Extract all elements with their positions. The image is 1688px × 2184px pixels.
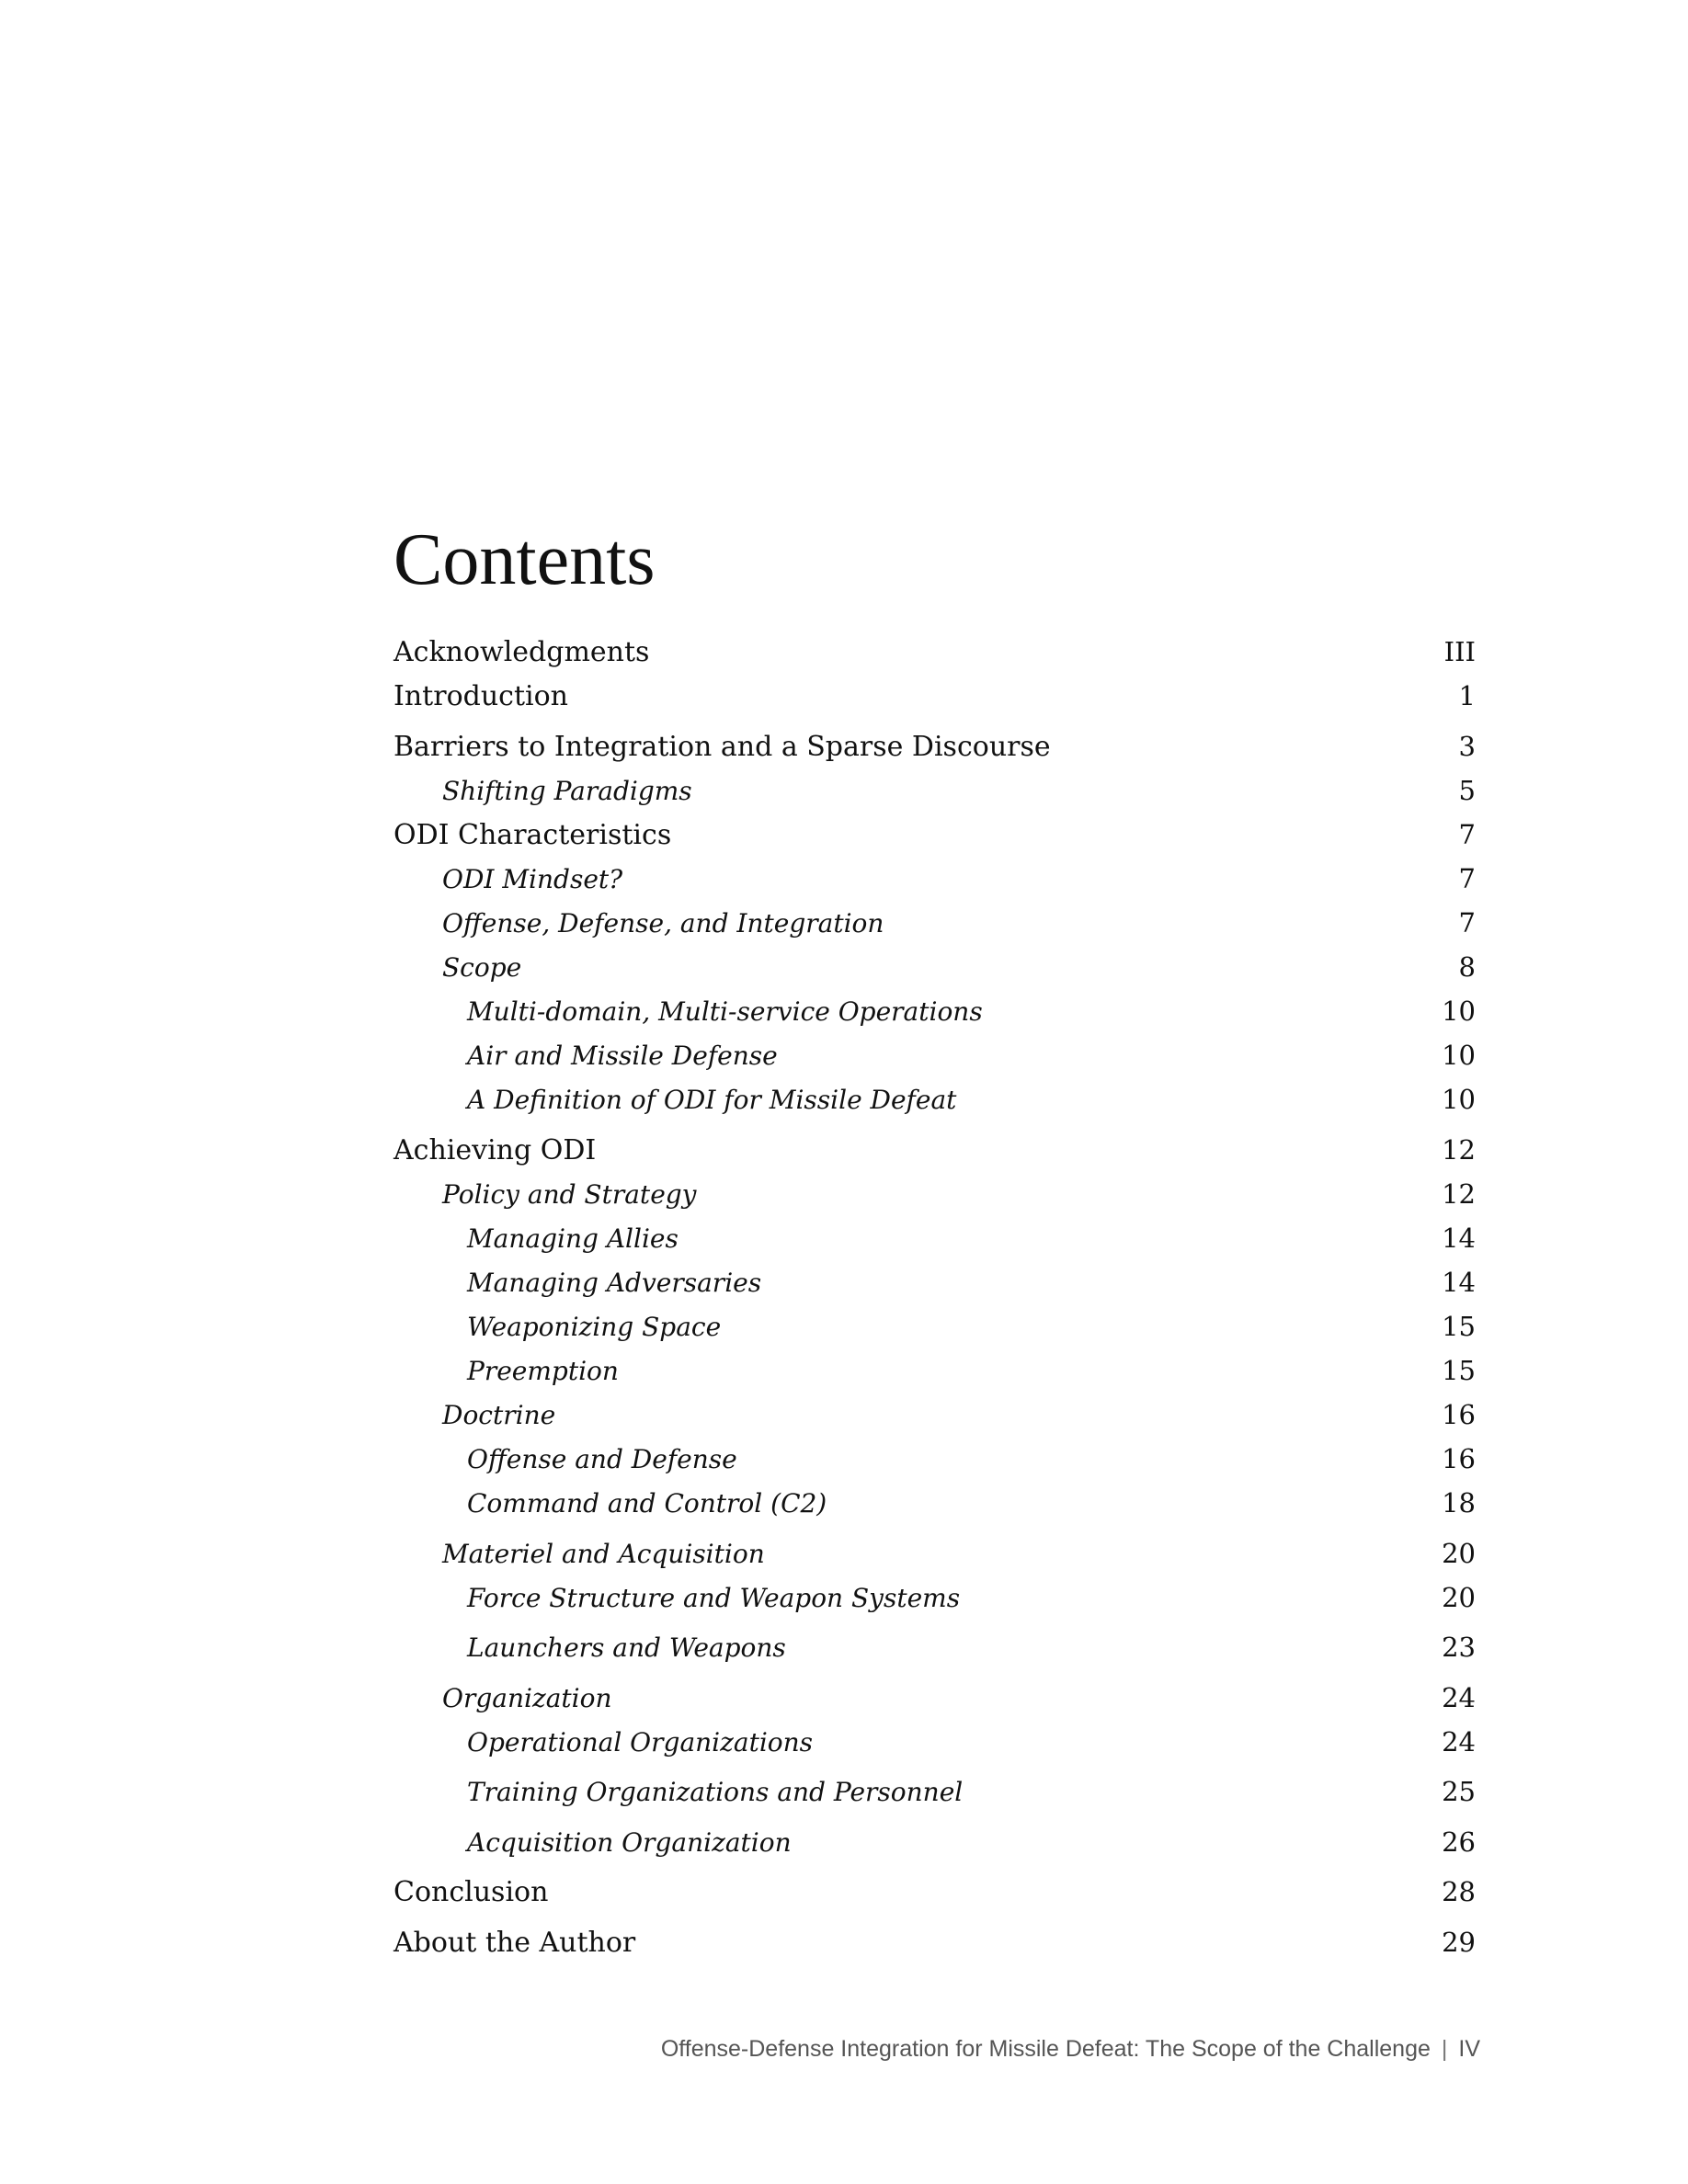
toc-entry-label: About the Author — [393, 1927, 636, 1959]
toc-entry[interactable] — [467, 1267, 1476, 1309]
footer-separator: | — [1441, 2036, 1448, 2062]
toc-entry[interactable] — [467, 995, 1476, 1038]
toc-entry-label: Force Structure and Weapon Systems — [467, 1583, 961, 1613]
toc-entry[interactable] — [393, 680, 1476, 722]
toc-entry-page: 10 — [1442, 1040, 1476, 1071]
toc-entry-page: 3 — [1458, 731, 1476, 762]
toc-entry-page: 28 — [1442, 1876, 1476, 1907]
toc-entry[interactable] — [442, 1399, 1476, 1441]
toc-entry-label: Offense and Defense — [467, 1444, 737, 1474]
toc-entry[interactable] — [393, 636, 1476, 678]
toc-entry-label: Barriers to Integration and a Sparse Discourse — [393, 731, 1051, 763]
toc-entry-page: 14 — [1442, 1223, 1476, 1254]
toc-entry[interactable] — [442, 951, 1476, 994]
toc-entry[interactable] — [467, 1632, 1476, 1674]
toc-entry-label: Scope — [442, 952, 522, 983]
toc-entry-label: A Definition of ODI for Missile Defeat — [467, 1085, 957, 1115]
toc-entry-label: Organization — [442, 1683, 612, 1713]
toc-entry-label: Preemption — [467, 1356, 619, 1386]
toc-entry[interactable] — [442, 907, 1476, 950]
running-title: Offense-Defense Integration for Missile Defeat: The Scope of the Challenge — [660, 2036, 1431, 2062]
toc-entry[interactable] — [467, 1776, 1476, 1818]
toc-entry-page: 25 — [1442, 1776, 1476, 1807]
toc-entry-page: 10 — [1442, 995, 1476, 1027]
toc-entry-label: ODI Mindset? — [442, 864, 623, 894]
toc-entry[interactable] — [467, 1443, 1476, 1485]
toc-entry[interactable] — [393, 1876, 1476, 1918]
toc-entry-label: Acknowledgments — [393, 636, 650, 668]
toc-entry[interactable] — [467, 1040, 1476, 1082]
toc-entry-label: Conclusion — [393, 1876, 549, 1908]
toc-entry[interactable] — [467, 1726, 1476, 1769]
toc-entry-page: 1 — [1458, 680, 1476, 711]
toc-entry-page: 12 — [1442, 1134, 1476, 1166]
toc-entry-label: Managing Adversaries — [467, 1268, 762, 1298]
toc-entry-label: Materiel and Acquisition — [442, 1539, 765, 1569]
page-footer — [661, 2036, 1480, 2063]
toc-entry[interactable] — [467, 1582, 1476, 1624]
toc-entry[interactable] — [442, 1178, 1476, 1221]
toc-entry-page: 18 — [1442, 1487, 1476, 1519]
toc-entry-page: 7 — [1458, 863, 1476, 894]
page-number: IV — [1458, 2036, 1480, 2062]
toc-entry-label: Multi-domain, Multi-service Operations — [467, 996, 983, 1027]
toc-entry-page: 7 — [1458, 907, 1476, 938]
toc-entry-label: Introduction — [393, 680, 568, 712]
toc-entry[interactable] — [393, 1927, 1476, 1969]
toc-entry-page: 15 — [1442, 1355, 1476, 1386]
toc-entry-page: III — [1443, 636, 1476, 667]
toc-entry-page: 26 — [1442, 1826, 1476, 1858]
toc-entry-label: Offense, Defense, and Integration — [442, 908, 884, 938]
toc-entry[interactable] — [442, 863, 1476, 905]
toc-entry-page: 24 — [1442, 1682, 1476, 1713]
toc-entry-label: Launchers and Weapons — [467, 1632, 786, 1663]
toc-entry-page: 12 — [1442, 1178, 1476, 1210]
toc-entry-label: Air and Missile Defense — [467, 1041, 778, 1071]
toc-entry-page: 29 — [1442, 1927, 1476, 1958]
toc-entry-label: Acquisition Organization — [467, 1827, 792, 1858]
toc-entry-label: Managing Allies — [467, 1223, 679, 1254]
toc-entry-page: 10 — [1442, 1084, 1476, 1115]
toc-entry-page: 15 — [1442, 1311, 1476, 1342]
toc-entry-page: 16 — [1442, 1443, 1476, 1474]
toc-entry-label: Achieving ODI — [393, 1134, 597, 1166]
toc-entry[interactable] — [467, 1223, 1476, 1265]
toc-entry[interactable] — [467, 1355, 1476, 1397]
toc-entry[interactable] — [393, 819, 1476, 861]
toc-entry-label: Weaponizing Space — [467, 1312, 722, 1342]
toc-entry-page: 20 — [1442, 1582, 1476, 1613]
toc-entry-page: 8 — [1458, 951, 1476, 983]
toc-entry-page: 20 — [1442, 1538, 1476, 1569]
toc-entry-page: 7 — [1458, 819, 1476, 850]
toc-entry[interactable] — [467, 1311, 1476, 1353]
toc-entry-label: ODI Characteristics — [393, 819, 672, 851]
toc-entry-label: Shifting Paradigms — [442, 776, 692, 806]
toc-entry[interactable] — [467, 1084, 1476, 1126]
toc-entry[interactable] — [442, 775, 1476, 817]
toc-entry-page: 16 — [1442, 1399, 1476, 1430]
toc-entry[interactable] — [442, 1682, 1476, 1724]
page-title: Contents — [393, 518, 656, 600]
toc-entry[interactable] — [467, 1487, 1476, 1530]
toc-entry-page: 5 — [1458, 775, 1476, 806]
toc-entry-page: 24 — [1442, 1726, 1476, 1757]
toc-entry-page: 14 — [1442, 1267, 1476, 1298]
toc-entry-label: Operational Organizations — [467, 1727, 814, 1757]
toc-entry-label: Training Organizations and Personnel — [467, 1777, 964, 1807]
toc-entry-page: 23 — [1442, 1632, 1476, 1663]
toc-entry[interactable] — [442, 1538, 1476, 1580]
toc-entry[interactable] — [393, 731, 1476, 773]
toc-entry[interactable] — [467, 1826, 1476, 1869]
toc-entry[interactable] — [393, 1134, 1476, 1177]
toc-entry-label: Policy and Strategy — [442, 1179, 697, 1210]
toc-entry-label: Doctrine — [442, 1400, 556, 1430]
toc-entry-label: Command and Control (C2) — [467, 1488, 827, 1519]
